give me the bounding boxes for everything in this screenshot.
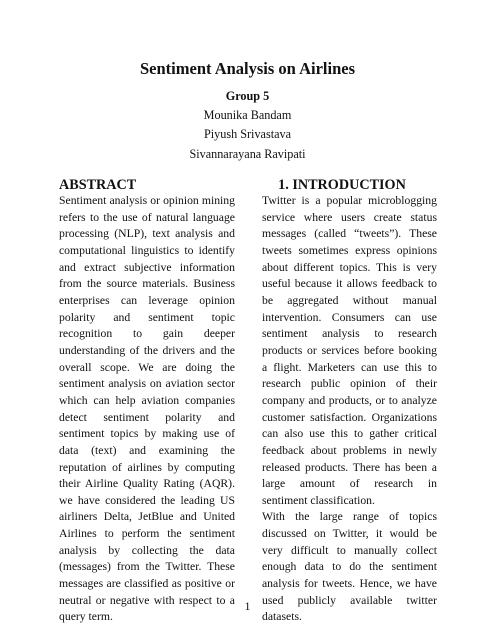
author-name: Mounika Bandam (203, 108, 292, 122)
author-name: Sivannarayana Ravipati (189, 147, 306, 161)
introduction-paragraph: Twitter is a popular microblogging service where users create status messages (called “tweets”). These tweets sometimes express opinions about different topics. This is very useful because it allows feedback to be aggregated without manual intervention. Consumers can use sentiment analysis to research products or services before booking a flight. Marketers can use this to research public opinion of their company and products, or to analyze customer satisfaction. Organizations can also use this to gather critical feedback about problems in newly released products. There has been a large amount of research in sentiment classification. (262, 194, 437, 507)
abstract-column (59, 193, 235, 626)
author-name: Piyush Srivastava (203, 127, 291, 141)
abstract-paragraph: Sentiment analysis or opinion mining refers to the use of natural language processing (NLP), text analysis and computational linguistics to identify and extract subjective information from the source materials. Business enterprises can leverage opinion polarity and sentiment topic recognition to gain deeper understanding of the drivers and the overall scope. We are doing the sentiment analysis on aviation sector which can help aviation companies detect sentiment polarity and sentiment topics by making use of data (text) and examining the reputation of airlines by computing their Airline Quality Rating (AQR). we have considered the leading US airliners Delta, JetBlue and United Airlines to perform the sentiment analysis by collecting the data (messages) from the Twitter. These messages are classified as positive or neutral or negative with respect to a query term. (59, 194, 235, 624)
paper-title: Sentiment Analysis on Airlines (140, 59, 355, 78)
introduction-column (262, 193, 437, 626)
page-number: 1 (244, 599, 251, 613)
group-label: Group 5 (225, 89, 270, 103)
introduction-paragraph: With the large range of topics discussed on Twitter, it would be very difficult to manually collect enough data to do the sentiment analysis for tweets. Hence, we have used publicly available twitter datasets. (262, 510, 437, 624)
abstract-heading: ABSTRACT (59, 177, 137, 193)
introduction-heading: 1. INTRODUCTION (278, 177, 406, 193)
